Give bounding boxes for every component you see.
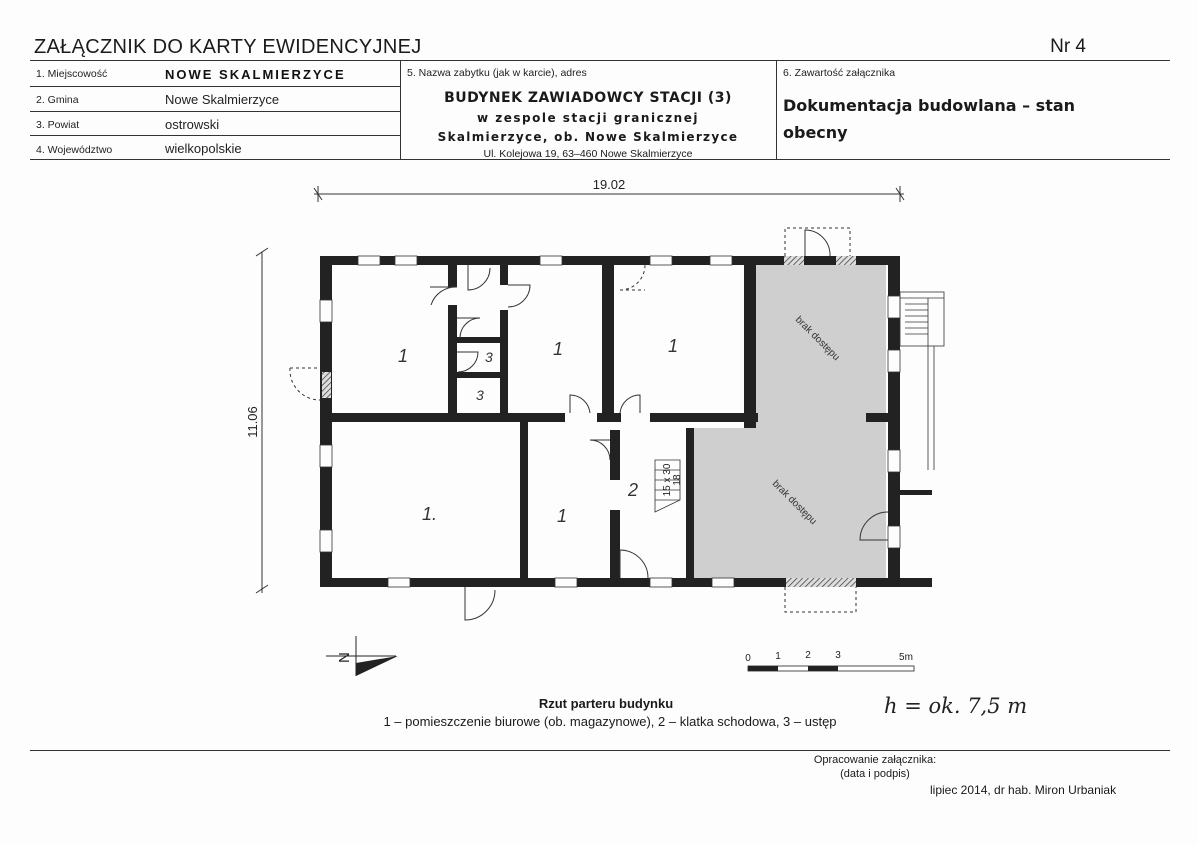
attachment-number: Nr 4 bbox=[1050, 36, 1086, 57]
room-label: 1 bbox=[668, 336, 679, 356]
height-dimension-label: 11.06 bbox=[245, 406, 260, 438]
voivodeship-label: 4. Województwo bbox=[36, 144, 113, 156]
scale-tick: 1 bbox=[775, 651, 781, 662]
author: lipiec 2014, dr hab. Miron Urbaniak bbox=[930, 783, 1117, 797]
prep-sub: (data i podpis) bbox=[840, 768, 910, 780]
height-note: h = ok. 7,5 m bbox=[884, 694, 1028, 718]
room-label: 1 bbox=[553, 339, 564, 359]
county-value: ostrowski bbox=[165, 117, 220, 132]
footer-line bbox=[30, 750, 1170, 751]
contents-line1: Dokumentacja budowlana – stan bbox=[783, 96, 1076, 115]
width-dimension-label: 19.02 bbox=[592, 177, 626, 192]
stair-note-2: 18 bbox=[672, 474, 683, 486]
no-access-label: brak dostępu bbox=[792, 314, 842, 364]
location-label: 1. Miejscowość bbox=[36, 68, 108, 80]
scale-tick: 2 bbox=[805, 650, 811, 661]
room-label: 1. bbox=[422, 504, 438, 524]
contents-line2: obecny bbox=[783, 123, 848, 142]
room-label: 1 bbox=[557, 506, 568, 526]
monument-address: Ul. Kolejowa 19, 63–460 Nowe Skalmierzyce bbox=[483, 148, 693, 160]
municipality-value: Nowe Skalmierzyce bbox=[165, 92, 280, 107]
room-label: 1 bbox=[398, 346, 409, 366]
room-label: 2 bbox=[628, 480, 639, 500]
scale-tick: 3 bbox=[835, 650, 841, 661]
location-value: NOWE SKALMIERZYCE bbox=[165, 67, 346, 82]
prep-label: Opracowanie załącznika: bbox=[813, 754, 937, 766]
contents-label: 6. Zawartość załącznika bbox=[783, 67, 896, 79]
voivodeship-value: wielkopolskie bbox=[165, 141, 242, 156]
monument-line2: w zespole stacji granicznej bbox=[477, 111, 699, 125]
no-access-label: brak dostępu bbox=[769, 478, 819, 528]
plan-caption-title: Rzut parteru budynku bbox=[538, 696, 674, 711]
room-label: 3 bbox=[485, 349, 493, 365]
monument-label: 5. Nazwa zabytku (jak w karcie), adres bbox=[407, 67, 587, 79]
monument-line3: Skalmierzyce, ob. Nowe Skalmierzyce bbox=[437, 130, 739, 144]
monument-name: BUDYNEK ZAWIADOWCY STACJI (3) bbox=[444, 90, 732, 106]
county-label: 3. Powiat bbox=[36, 119, 80, 131]
north-label: N bbox=[336, 652, 353, 663]
page-title: ZAŁĄCZNIK DO KARTY EWIDENCYJNEJ bbox=[34, 36, 422, 58]
room-label: 3 bbox=[476, 387, 484, 403]
stair-note: 15 x 30 bbox=[662, 463, 673, 497]
scale-tick: 5m bbox=[899, 652, 913, 663]
scale-bar bbox=[748, 666, 914, 671]
plan-legend: 1 – pomieszczenie biurowe (ob. magazynowe), 2 – klatka schodowa, 3 – ustęp bbox=[383, 714, 837, 729]
scale-tick: 0 bbox=[745, 653, 751, 664]
municipality-label: 2. Gmina bbox=[36, 94, 79, 106]
